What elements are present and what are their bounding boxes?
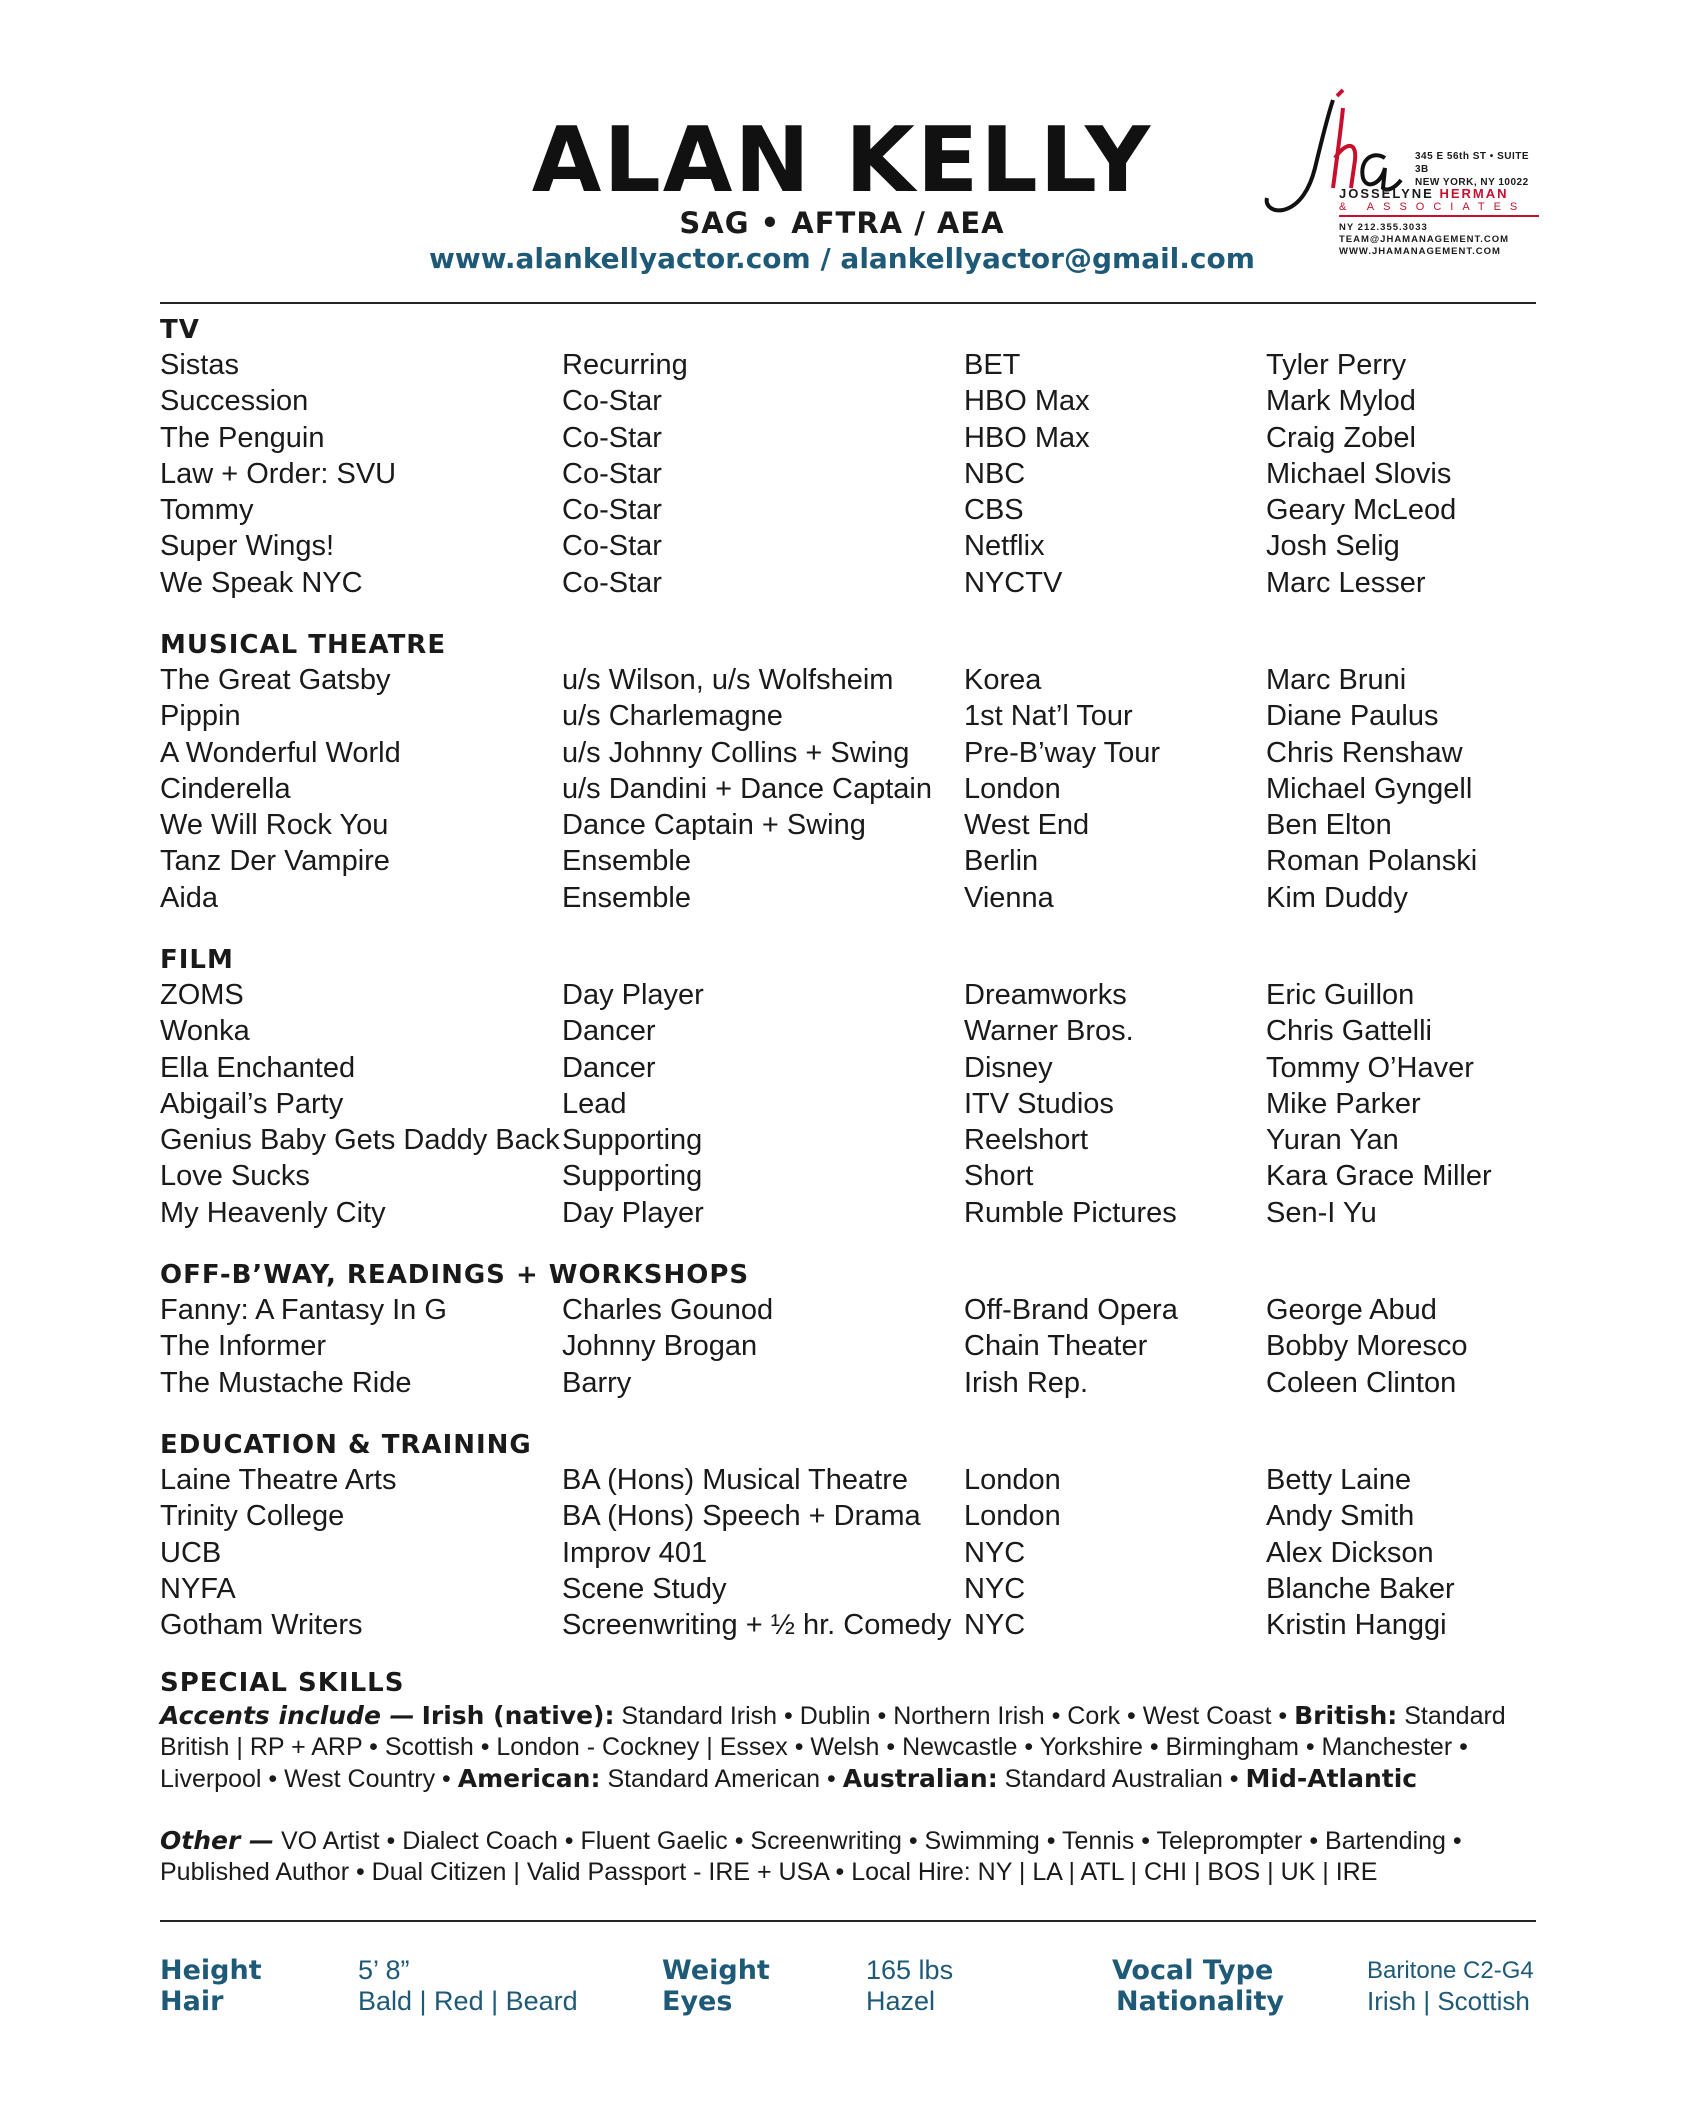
credit-title: Fanny: A Fantasy In G — [160, 1294, 447, 1326]
credit-row — [160, 698, 1540, 734]
credit-title: We Speak NYC — [160, 566, 363, 599]
credit-venue: 1st Nat’l Tour — [964, 700, 1133, 733]
credit-row — [160, 807, 1540, 843]
credit-role: BA (Hons) Musical Theatre — [562, 1464, 908, 1496]
credit-venue: HBO Max — [964, 421, 1090, 454]
height-value: 5’ 8” — [358, 1955, 410, 1985]
agency-address-line: NEW YORK, NY 10022 — [1415, 177, 1529, 188]
credit-director: Mike Parker — [1266, 1087, 1421, 1120]
agency-name — [1339, 186, 1509, 201]
accents-paragraph — [160, 1700, 1540, 1795]
credit-venue: Berlin — [964, 845, 1039, 878]
credit-title: Aida — [160, 881, 219, 914]
agency-contact — [1339, 222, 1509, 258]
credit-title: The Great Gatsby — [160, 664, 391, 696]
credit-row — [160, 662, 1540, 698]
credit-role: Co-Star — [562, 421, 662, 454]
credit-venue: Rumble Pictures — [964, 1196, 1177, 1229]
credit-title: Genius Baby Gets Daddy Back — [160, 1124, 560, 1157]
union-affiliations: SAG • AFTRA / AEA — [679, 206, 1005, 240]
credit-director: Mark Mylod — [1266, 385, 1416, 418]
actor-name: ALAN KELLY — [531, 108, 1153, 213]
credit-director: Craig Zobel — [1266, 421, 1416, 454]
credit-venue: Korea — [964, 664, 1042, 696]
credit-director: Coleen Clinton — [1266, 1366, 1457, 1399]
credit-director: Kristin Hanggi — [1266, 1609, 1447, 1642]
british-label: British: — [1294, 1701, 1398, 1730]
credit-director: Alex Dickson — [1266, 1536, 1434, 1569]
credit-title: Love Sucks — [160, 1160, 310, 1193]
credit-director: Marc Bruni — [1266, 664, 1407, 696]
credit-title: Law + Order: SVU — [160, 457, 397, 490]
credit-venue: Dreamworks — [964, 979, 1127, 1011]
special-skills-section — [160, 1666, 1540, 1888]
credit-title: The Penguin — [160, 421, 325, 454]
agency-address — [1415, 150, 1545, 189]
credit-title: Ella Enchanted — [160, 1051, 356, 1084]
credit-director: Geary McLeod — [1266, 494, 1457, 527]
credit-role: Recurring — [562, 349, 688, 381]
credit-role: Co-Star — [562, 566, 662, 599]
credit-title: The Informer — [160, 1330, 326, 1363]
nationality-value: Irish | Scottish — [1367, 1986, 1530, 2016]
eyes-label: Eyes — [662, 1986, 733, 2017]
credit-row — [160, 1013, 1540, 1049]
credit-title: Abigail’s Party — [160, 1087, 344, 1120]
credit-row — [160, 977, 1540, 1013]
eyes-value: Hazel — [866, 1986, 936, 2016]
credit-row — [160, 735, 1540, 771]
credit-title: UCB — [160, 1536, 222, 1569]
credit-title: Tanz Der Vampire — [160, 845, 390, 878]
credit-director: Roman Polanski — [1266, 845, 1478, 878]
credit-role: Day Player — [562, 979, 704, 1011]
agency-website: WWW.JHAMANAGEMENT.COM — [1339, 246, 1501, 257]
credit-role: Improv 401 — [562, 1536, 708, 1569]
credit-director: Kim Duddy — [1266, 881, 1408, 914]
credit-venue: NYC — [964, 1572, 1026, 1605]
contact-info: www.alankellyactor.com / alankellyactor@gmail.com — [429, 242, 1255, 275]
stats-row — [160, 1955, 1540, 1986]
agency-phone: NY 212.355.3033 — [1339, 222, 1428, 233]
agency-logo — [1255, 88, 1545, 263]
credit-row — [160, 565, 1540, 601]
credit-venue: London — [964, 1500, 1061, 1533]
credit-row — [160, 1462, 1540, 1498]
credit-row — [160, 1195, 1540, 1231]
credit-role: Co-Star — [562, 457, 662, 490]
other-label: Other — — [160, 1826, 274, 1855]
credit-venue: BET — [964, 349, 1021, 381]
stats-divider — [160, 1920, 1536, 1922]
credit-title: ZOMS — [160, 979, 244, 1011]
credit-row — [160, 843, 1540, 879]
credit-row — [160, 1498, 1540, 1534]
credit-director: Chris Gattelli — [1266, 1015, 1432, 1048]
credit-director: Marc Lesser — [1266, 566, 1426, 599]
credit-venue: ITV Studios — [964, 1087, 1114, 1120]
credit-row — [160, 456, 1540, 492]
midatlantic-label: Mid-Atlantic — [1245, 1764, 1418, 1793]
skills-spacer — [160, 1795, 1540, 1825]
credit-role: Barry — [562, 1366, 632, 1399]
credit-venue: NYC — [964, 1536, 1026, 1569]
credit-row — [160, 528, 1540, 564]
credit-title: Gotham Writers — [160, 1609, 363, 1642]
credit-row — [160, 771, 1540, 807]
hair-label: Hair — [160, 1986, 224, 2017]
credit-director: Tyler Perry — [1266, 349, 1407, 381]
credit-row — [160, 1086, 1540, 1122]
education-section — [160, 1428, 1540, 1643]
credit-role: Screenwriting + ½ hr. Comedy — [562, 1609, 952, 1642]
credit-row — [160, 1292, 1540, 1328]
credit-director: Michael Slovis — [1266, 457, 1452, 490]
credit-director: Andy Smith — [1266, 1500, 1415, 1533]
off-broadway-section — [160, 1258, 1540, 1401]
credit-row — [160, 1571, 1540, 1607]
other-skills: VO Artist • Dialect Coach • Fluent Gaelic • Screenwriting • Swimming • Tennis • Teleprompter • Bartending • Published Author • Dual Citizen | Valid Passport - IRE + USA • Local Hire: NY | LA | ATL | CHI | BOS | UK | IRE — [160, 1827, 1462, 1886]
credit-row — [160, 347, 1540, 383]
credit-role: Supporting — [562, 1124, 703, 1157]
credit-venue: West End — [964, 809, 1090, 842]
credit-row — [160, 1365, 1540, 1401]
american-label: American: — [457, 1764, 601, 1793]
credit-role: Co-Star — [562, 385, 662, 418]
vocal-type-value: Baritone C2-G4 — [1367, 1957, 1534, 1984]
credit-row — [160, 880, 1540, 916]
credit-director: Eric Guillon — [1266, 979, 1415, 1011]
credit-venue: Chain Theater — [964, 1330, 1148, 1363]
credit-role: Dance Captain + Swing — [562, 809, 866, 842]
credit-venue: Irish Rep. — [964, 1366, 1089, 1399]
credit-director: Bobby Moresco — [1266, 1330, 1468, 1363]
physical-stats — [160, 1955, 1540, 2017]
credit-director: Yuran Yan — [1266, 1124, 1399, 1157]
agency-subname: & ASSOCIATES — [1339, 201, 1527, 213]
credit-row — [160, 1050, 1540, 1086]
credit-director: George Abud — [1266, 1294, 1437, 1326]
credit-title: Wonka — [160, 1015, 250, 1048]
credit-title: The Mustache Ride — [160, 1366, 412, 1399]
hair-value: Bald | Red | Beard — [358, 1986, 578, 2016]
credit-title: NYFA — [160, 1572, 236, 1605]
credit-venue: Disney — [964, 1051, 1053, 1084]
credit-director: Blanche Baker — [1266, 1572, 1455, 1605]
credit-venue: London — [964, 772, 1061, 805]
credit-title: Cinderella — [160, 772, 291, 805]
credit-title: Super Wings! — [160, 530, 335, 563]
credit-director: Ben Elton — [1266, 809, 1392, 842]
credit-row — [160, 1535, 1540, 1571]
credit-role: Ensemble — [562, 845, 691, 878]
credit-title: We Will Rock You — [160, 809, 389, 842]
credit-title: Pippin — [160, 700, 241, 733]
credit-director: Kara Grace Miller — [1266, 1160, 1492, 1193]
credit-row — [160, 1122, 1540, 1158]
australian-label: Australian: — [842, 1764, 998, 1793]
credit-venue: HBO Max — [964, 385, 1090, 418]
accents-label: Accents include — — [160, 1701, 415, 1730]
credit-role: Lead — [562, 1087, 627, 1120]
credit-venue: CBS — [964, 494, 1024, 527]
irish-label: Irish (native): — [421, 1701, 615, 1730]
credit-role: Scene Study — [562, 1572, 727, 1605]
height-label: Height — [160, 1955, 262, 1986]
credit-title: Tommy — [160, 494, 254, 527]
credit-role: Dancer — [562, 1015, 656, 1048]
section-title: FILM — [160, 945, 234, 975]
musical-theatre-section — [160, 628, 1540, 916]
british-accents: Standard British | RP + ARP • Scottish • London - Cockney | Essex • Welsh • Newcastle • Yorkshire • Birmingham • Manchester • Liverpool • West Country • — [160, 1702, 1506, 1793]
section-title: OFF-B’WAY, READINGS + WORKSHOPS — [160, 1260, 750, 1290]
credit-venue: Netflix — [964, 530, 1045, 563]
credit-venue: NBC — [964, 457, 1026, 490]
credit-director: Chris Renshaw — [1266, 736, 1463, 769]
australian-accents: Standard Australian • — [1004, 1765, 1239, 1793]
stats-row — [160, 1986, 1540, 2017]
weight-value: 165 lbs — [866, 1955, 954, 1985]
credit-venue: Vienna — [964, 881, 1054, 914]
credit-director: Betty Laine — [1266, 1464, 1412, 1496]
credit-venue: Off-Brand Opera — [964, 1294, 1178, 1326]
credit-role: Co-Star — [562, 530, 662, 563]
credit-venue: Short — [964, 1160, 1034, 1193]
credit-row — [160, 1607, 1540, 1643]
vocal-type-label: Vocal Type — [1112, 1955, 1274, 1986]
section-title: MUSICAL THEATRE — [160, 630, 447, 660]
agency-name-last: HERMAN — [1439, 186, 1509, 201]
credit-role: Dancer — [562, 1051, 656, 1084]
credit-venue: London — [964, 1464, 1061, 1496]
credit-row — [160, 420, 1540, 456]
agency-address-line: 345 E 56th ST • SUITE 3B — [1415, 151, 1530, 175]
credit-role: u/s Johnny Collins + Swing — [562, 736, 910, 769]
agency-divider — [1339, 215, 1539, 217]
credit-row — [160, 383, 1540, 419]
american-accents: Standard American • — [607, 1765, 836, 1793]
credit-title: A Wonderful World — [160, 736, 401, 769]
credit-role: Day Player — [562, 1196, 704, 1229]
credit-role: Co-Star — [562, 494, 662, 527]
credit-director: Michael Gyngell — [1266, 772, 1473, 805]
film-section — [160, 943, 1540, 1231]
credit-director: Sen-I Yu — [1266, 1196, 1377, 1229]
credit-venue: Pre-B’way Tour — [964, 736, 1161, 769]
credit-role: u/s Dandini + Dance Captain — [562, 772, 932, 805]
tv-section — [160, 313, 1540, 601]
credit-director: Josh Selig — [1266, 530, 1400, 563]
section-title: SPECIAL SKILLS — [160, 1668, 405, 1698]
section-title: EDUCATION & TRAINING — [160, 1430, 532, 1460]
credit-row — [160, 1158, 1540, 1194]
credit-role: Charles Gounod — [562, 1294, 774, 1326]
irish-accents: Standard Irish • Dublin • Northern Irish • Cork • West Coast • — [621, 1702, 1288, 1730]
credit-role: BA (Hons) Speech + Drama — [562, 1500, 921, 1533]
section-title: TV — [160, 315, 200, 345]
credit-title: My Heavenly City — [160, 1196, 386, 1229]
credit-director: Tommy O’Haver — [1266, 1051, 1474, 1084]
credit-venue: NYC — [964, 1609, 1026, 1642]
credit-title: Succession — [160, 385, 309, 418]
credit-row — [160, 1328, 1540, 1364]
header-divider — [160, 302, 1536, 304]
agency-email: TEAM@JHAMANAGEMENT.COM — [1339, 234, 1510, 245]
credit-role: Johnny Brogan — [562, 1330, 758, 1363]
other-skills-paragraph — [160, 1825, 1540, 1888]
credit-row — [160, 492, 1540, 528]
credit-director: Diane Paulus — [1266, 700, 1439, 733]
credit-title: Sistas — [160, 349, 239, 381]
agency-name-first: JOSSELYNE — [1339, 186, 1434, 201]
credit-title: Laine Theatre Arts — [160, 1464, 397, 1496]
weight-label: Weight — [662, 1955, 770, 1986]
credit-venue: Warner Bros. — [964, 1015, 1134, 1048]
credit-role: u/s Wilson, u/s Wolfsheim — [562, 664, 894, 696]
credit-venue: Reelshort — [964, 1124, 1089, 1157]
credit-role: u/s Charlemagne — [562, 700, 783, 733]
credit-title: Trinity College — [160, 1500, 345, 1533]
credit-role: Supporting — [562, 1160, 703, 1193]
nationality-label: Nationality — [1116, 1986, 1284, 2017]
credit-venue: NYCTV — [964, 566, 1063, 599]
credit-role: Ensemble — [562, 881, 691, 914]
